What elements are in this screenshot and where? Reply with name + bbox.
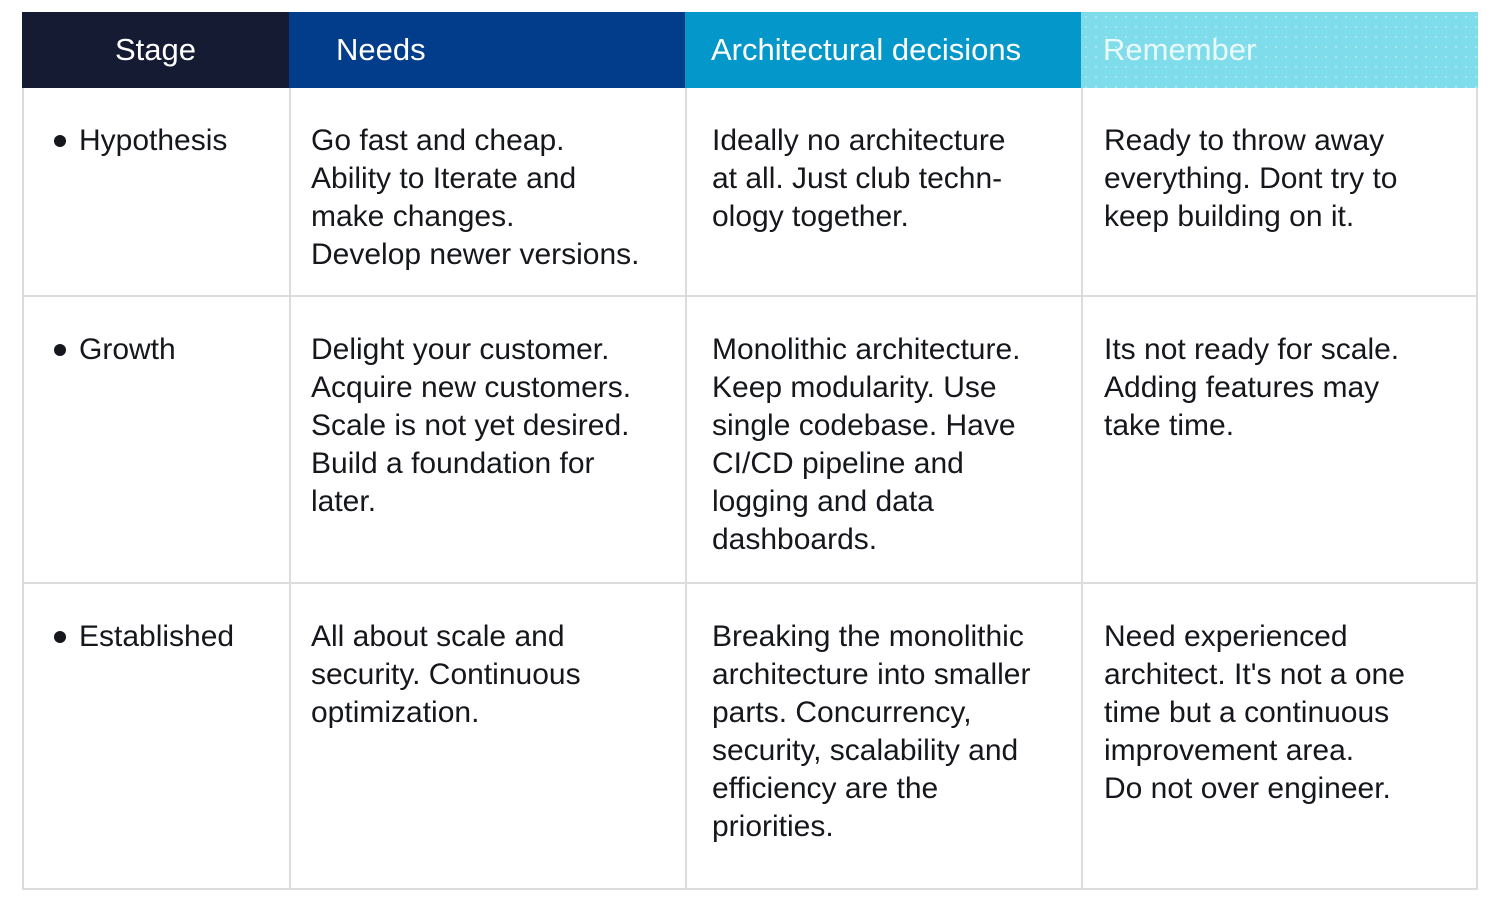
bullet-dot-icon	[54, 135, 66, 147]
header-remember: Remember	[1081, 12, 1478, 88]
header-needs: Needs	[289, 12, 685, 88]
needs-line: Build a foundation for	[311, 447, 595, 480]
architectural-line: Ideally no architecture	[712, 124, 1006, 157]
architectural-line: Breaking the monolithic	[712, 620, 1024, 653]
remember-line: everything. Dont try to	[1104, 162, 1398, 195]
architectural-line: Keep modularity. Use	[712, 371, 997, 404]
needs-line: optimization.	[311, 696, 480, 729]
remember-line: keep building on it.	[1104, 200, 1355, 233]
architectural-line: security, scalability and	[712, 734, 1019, 767]
architectural-line: CI/CD pipeline and	[712, 447, 964, 480]
needs-cell-hypothesis	[289, 88, 685, 297]
remember-cell-hypothesis	[1081, 88, 1478, 297]
needs-cell-established	[289, 584, 685, 890]
needs-cell-growth	[289, 297, 685, 584]
remember-line: Do not over engineer.	[1104, 772, 1391, 805]
remember-line: Ready to throw away	[1104, 124, 1385, 157]
remember-line: architect. It's not a one	[1104, 658, 1405, 691]
stage-cell-growth	[22, 297, 289, 584]
architectural-line: ology together.	[712, 200, 909, 233]
remember-line: Need experienced	[1104, 620, 1348, 653]
needs-line: Go fast and cheap.	[311, 124, 565, 157]
architectural-line: Monolithic architecture.	[712, 333, 1021, 366]
architectural-line: parts. Concurrency,	[712, 696, 972, 729]
stage-label: Hypothesis	[79, 124, 228, 157]
stage-item	[54, 618, 289, 656]
stage-item	[54, 331, 289, 369]
architectural-line: efficiency are the	[712, 772, 939, 805]
stage-cell-established	[22, 584, 289, 890]
needs-line: security. Continuous	[311, 658, 581, 691]
stage-item	[54, 122, 289, 160]
remember-line: Adding features may	[1104, 371, 1380, 404]
architectural-cell-growth	[685, 297, 1081, 584]
needs-line: later.	[311, 485, 377, 518]
remember-cell-established	[1081, 584, 1478, 890]
needs-line: Acquire new customers.	[311, 371, 632, 404]
architectural-cell-established	[685, 584, 1081, 890]
architecture-stages-table	[22, 12, 1478, 890]
needs-line: Scale is not yet desired.	[311, 409, 630, 442]
architectural-line: single codebase. Have	[712, 409, 1016, 442]
architectural-cell-hypothesis	[685, 88, 1081, 297]
architectural-line: architecture into smaller	[712, 658, 1031, 691]
header-architectural-decisions: Architectural decisions	[685, 12, 1081, 88]
architectural-line: at all. Just club techn-	[712, 162, 1003, 195]
remember-line: time but a continuous	[1104, 696, 1390, 729]
architectural-line: dashboards.	[712, 523, 878, 556]
needs-line: All about scale and	[311, 620, 565, 653]
remember-line: take time.	[1104, 409, 1235, 442]
stage-label: Growth	[79, 333, 176, 366]
architectural-line: logging and data	[712, 485, 934, 518]
needs-line: Ability to Iterate and	[311, 162, 577, 195]
bullet-dot-icon	[54, 344, 66, 356]
needs-line: make changes.	[311, 200, 515, 233]
remember-cell-growth	[1081, 297, 1478, 584]
stage-label: Established	[79, 620, 235, 653]
needs-line: Delight your customer.	[311, 333, 610, 366]
header-stage: Stage	[22, 12, 289, 88]
remember-line: Its not ready for scale.	[1104, 333, 1400, 366]
stage-cell-hypothesis	[22, 88, 289, 297]
architectural-line: priorities.	[712, 810, 834, 843]
needs-line: Develop newer versions.	[311, 238, 640, 271]
bullet-dot-icon	[54, 631, 66, 643]
remember-line: improvement area.	[1104, 734, 1355, 767]
